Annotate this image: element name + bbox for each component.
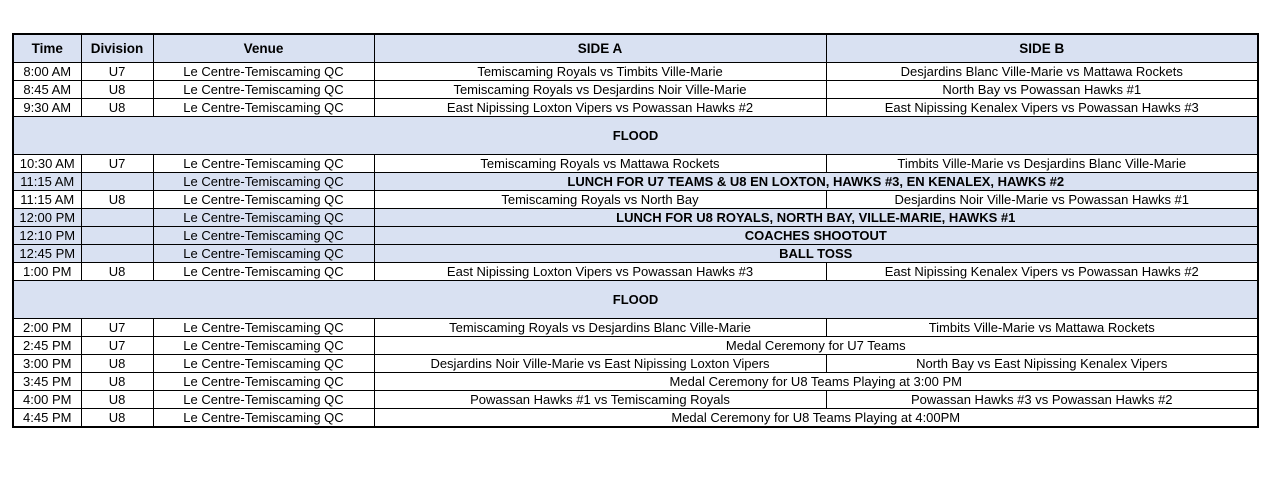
cell-side-a: East Nipissing Loxton Vipers vs Powassan Hawks #2 [374, 98, 826, 116]
table-row [13, 62, 1258, 80]
cell-side-a: Temiscaming Royals vs North Bay [374, 190, 826, 208]
table-row [13, 208, 1258, 226]
cell-venue: Le Centre-Temiscaming QC [153, 154, 374, 172]
cell-side-a: Temiscaming Royals vs Desjardins Blanc Ville-Marie [374, 318, 826, 336]
table-row [13, 80, 1258, 98]
cell-time: 12:45 PM [13, 244, 81, 262]
cell-merged-event: LUNCH FOR U8 ROYALS, NORTH BAY, VILLE-MARIE, HAWKS #1 [374, 208, 1258, 226]
cell-venue: Le Centre-Temiscaming QC [153, 244, 374, 262]
header-row [13, 34, 1258, 62]
column-header-division: Division [81, 34, 153, 62]
cell-side-b: East Nipissing Kenalex Vipers vs Powassan Hawks #3 [826, 98, 1258, 116]
cell-division: U7 [81, 62, 153, 80]
cell-side-a: East Nipissing Loxton Vipers vs Powassan Hawks #3 [374, 262, 826, 280]
cell-venue: Le Centre-Temiscaming QC [153, 262, 374, 280]
table-row [13, 172, 1258, 190]
cell-side-b: North Bay vs East Nipissing Kenalex Vipers [826, 354, 1258, 372]
cell-merged-event: COACHES SHOOTOUT [374, 226, 1258, 244]
cell-division: U7 [81, 318, 153, 336]
cell-side-b: North Bay vs Powassan Hawks #1 [826, 80, 1258, 98]
table-row [13, 244, 1258, 262]
table-row [13, 336, 1258, 354]
table-row [13, 408, 1258, 427]
cell-side-b: Desjardins Blanc Ville-Marie vs Mattawa Rockets [826, 62, 1258, 80]
table-header [13, 34, 1258, 62]
tournament-schedule-table [12, 33, 1259, 428]
table-row-band [13, 280, 1258, 318]
cell-time: 9:30 AM [13, 98, 81, 116]
cell-division: U8 [81, 190, 153, 208]
table-row [13, 190, 1258, 208]
column-header-side-b: SIDE B [826, 34, 1258, 62]
column-header-side-a: SIDE A [374, 34, 826, 62]
cell-merged-event: BALL TOSS [374, 244, 1258, 262]
cell-division: U7 [81, 154, 153, 172]
table-row [13, 372, 1258, 390]
cell-venue: Le Centre-Temiscaming QC [153, 226, 374, 244]
cell-division [81, 208, 153, 226]
column-header-venue: Venue [153, 34, 374, 62]
schedule-sheet [12, 33, 1257, 428]
cell-side-a: Temiscaming Royals vs Desjardins Noir Ville-Marie [374, 80, 826, 98]
cell-division: U8 [81, 80, 153, 98]
cell-merged-event: Medal Ceremony for U7 Teams [374, 336, 1258, 354]
cell-venue: Le Centre-Temiscaming QC [153, 98, 374, 116]
cell-venue: Le Centre-Temiscaming QC [153, 318, 374, 336]
table-row [13, 226, 1258, 244]
table-body [13, 62, 1258, 427]
cell-side-b: East Nipissing Kenalex Vipers vs Powassan Hawks #2 [826, 262, 1258, 280]
cell-time: 10:30 AM [13, 154, 81, 172]
cell-venue: Le Centre-Temiscaming QC [153, 208, 374, 226]
cell-division: U8 [81, 408, 153, 427]
cell-division: U8 [81, 372, 153, 390]
table-row [13, 318, 1258, 336]
cell-division [81, 172, 153, 190]
cell-side-a: Temiscaming Royals vs Mattawa Rockets [374, 154, 826, 172]
cell-division [81, 226, 153, 244]
cell-time: 1:00 PM [13, 262, 81, 280]
cell-venue: Le Centre-Temiscaming QC [153, 62, 374, 80]
cell-time: 2:00 PM [13, 318, 81, 336]
cell-time: 8:00 AM [13, 62, 81, 80]
cell-division: U7 [81, 336, 153, 354]
cell-side-b: Powassan Hawks #3 vs Powassan Hawks #2 [826, 390, 1258, 408]
table-row [13, 98, 1258, 116]
cell-venue: Le Centre-Temiscaming QC [153, 354, 374, 372]
cell-venue: Le Centre-Temiscaming QC [153, 408, 374, 427]
cell-time: 8:45 AM [13, 80, 81, 98]
cell-time: 3:00 PM [13, 354, 81, 372]
cell-side-a: Desjardins Noir Ville-Marie vs East Nipissing Loxton Vipers [374, 354, 826, 372]
cell-merged-event: Medal Ceremony for U8 Teams Playing at 3:00 PM [374, 372, 1258, 390]
cell-division: U8 [81, 98, 153, 116]
cell-time: 11:15 AM [13, 172, 81, 190]
cell-venue: Le Centre-Temiscaming QC [153, 336, 374, 354]
cell-side-a: Powassan Hawks #1 vs Temiscaming Royals [374, 390, 826, 408]
cell-merged-event: LUNCH FOR U7 TEAMS & U8 EN LOXTON, HAWKS #3, EN KENALEX, HAWKS #2 [374, 172, 1258, 190]
cell-time: 4:00 PM [13, 390, 81, 408]
cell-merged-event: Medal Ceremony for U8 Teams Playing at 4:00PM [374, 408, 1258, 427]
table-row-band [13, 116, 1258, 154]
cell-division [81, 244, 153, 262]
cell-side-b: Desjardins Noir Ville-Marie vs Powassan Hawks #1 [826, 190, 1258, 208]
cell-venue: Le Centre-Temiscaming QC [153, 190, 374, 208]
cell-venue: Le Centre-Temiscaming QC [153, 390, 374, 408]
table-row [13, 390, 1258, 408]
cell-division: U8 [81, 354, 153, 372]
band-label: FLOOD [13, 280, 1258, 318]
cell-side-b: Timbits Ville-Marie vs Desjardins Blanc Ville-Marie [826, 154, 1258, 172]
cell-side-a: Temiscaming Royals vs Timbits Ville-Marie [374, 62, 826, 80]
cell-venue: Le Centre-Temiscaming QC [153, 172, 374, 190]
table-row [13, 354, 1258, 372]
cell-time: 2:45 PM [13, 336, 81, 354]
cell-time: 12:00 PM [13, 208, 81, 226]
cell-venue: Le Centre-Temiscaming QC [153, 372, 374, 390]
cell-division: U8 [81, 262, 153, 280]
cell-time: 12:10 PM [13, 226, 81, 244]
table-row [13, 154, 1258, 172]
band-label: FLOOD [13, 116, 1258, 154]
column-header-time: Time [13, 34, 81, 62]
table-row [13, 262, 1258, 280]
cell-time: 3:45 PM [13, 372, 81, 390]
cell-time: 11:15 AM [13, 190, 81, 208]
cell-division: U8 [81, 390, 153, 408]
cell-side-b: Timbits Ville-Marie vs Mattawa Rockets [826, 318, 1258, 336]
cell-time: 4:45 PM [13, 408, 81, 427]
cell-venue: Le Centre-Temiscaming QC [153, 80, 374, 98]
